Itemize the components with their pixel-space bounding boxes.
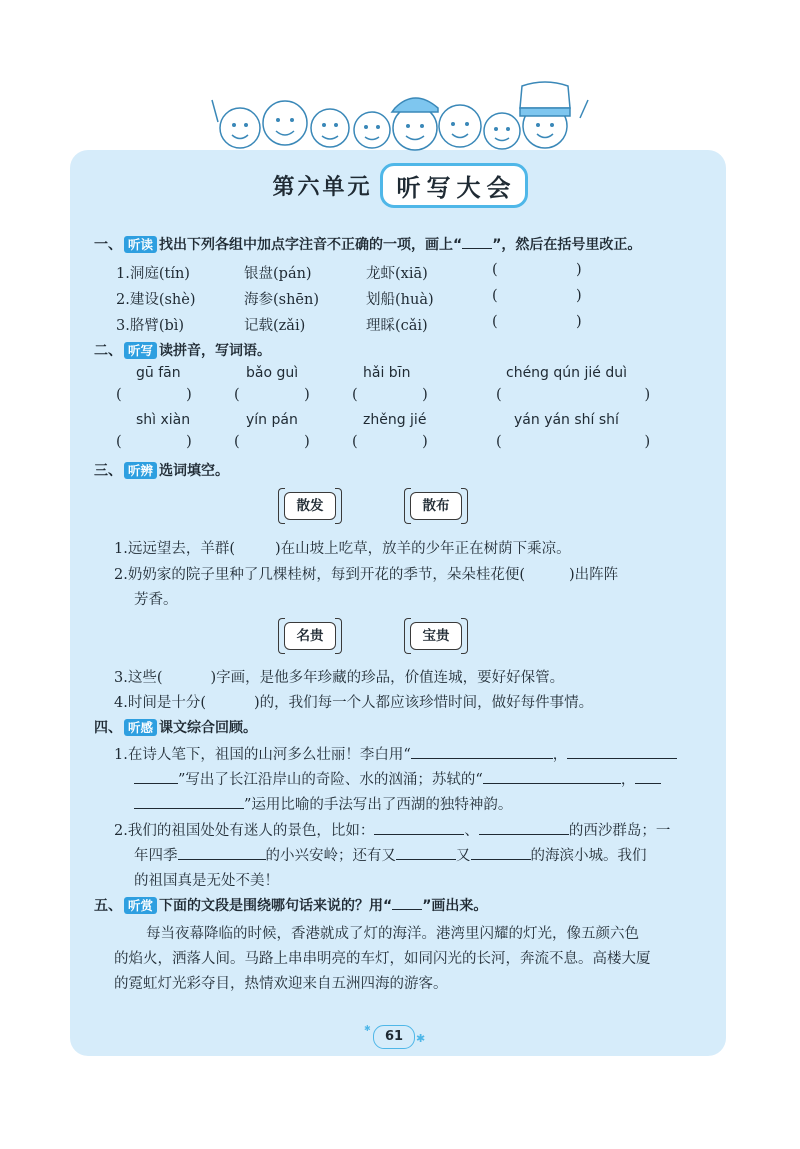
q1-instruction: 找出下列各组中加点字注音不正确的一项，画上“: [159, 237, 463, 253]
word-option-1: 散发: [284, 492, 336, 520]
q5-paragraph-line-3[interactable]: 的霓虹灯光彩夺目，热情欢迎来自五洲四海的游客。: [114, 976, 448, 992]
word-option-4: 宝贵: [410, 622, 462, 650]
fill-line[interactable]: [483, 769, 621, 784]
pinyin-item: chéng qún jié duì: [506, 365, 627, 381]
answer-paren[interactable]: ( ): [234, 387, 310, 403]
answer-paren[interactable]: ( ): [116, 434, 192, 450]
question-4-heading: [94, 717, 257, 737]
word-option-2: 散布: [410, 492, 462, 520]
sentence-text: 的海滨小城。我们: [530, 848, 647, 864]
q3-tag: 听辨: [124, 462, 157, 479]
q4-instruction: 课文综合回顾。: [159, 720, 258, 736]
q3-sentence-2: [114, 563, 618, 584]
sentence-text: 3.这些(: [114, 670, 163, 686]
fill-line[interactable]: [479, 820, 569, 835]
q1-tag: 听读: [124, 236, 157, 253]
q1-item: 理睬(cǎi): [366, 318, 428, 334]
q5-tag: 听赏: [124, 897, 157, 914]
answer-paren[interactable]: ( ): [116, 387, 192, 403]
star-icon: ✱: [364, 1024, 371, 1033]
fill-line[interactable]: [471, 845, 531, 860]
q3-sentence-2-cont: 芳香。: [134, 592, 178, 608]
q1-item: 银盘(pán): [244, 266, 312, 282]
pinyin-item: zhěng jié: [363, 412, 427, 428]
q1-item: 3.胳臂(bì): [116, 318, 185, 334]
pinyin-item: yín pán: [246, 412, 298, 428]
sentence-text: 的小兴安岭；还有又: [265, 848, 396, 864]
q3-sentence-4: [114, 691, 593, 712]
q4-number: 四、: [94, 720, 122, 736]
q4-tag: 听感: [124, 719, 157, 736]
q5-number: 五、: [94, 898, 122, 914]
q1-item: 龙虾(xiā): [366, 266, 428, 282]
q3-number: 三、: [94, 463, 122, 479]
sentence-text: 2.奶奶家的院子里种了几棵桂树，每到开花的季节，朵朵桂花便(: [114, 567, 525, 583]
pinyin-item: yán yán shí shí: [514, 412, 619, 428]
question-2-heading: [94, 340, 271, 360]
q1-answer-paren[interactable]: ( ): [492, 262, 582, 278]
q3-sentence-3: [114, 666, 564, 687]
q1-number: 一、: [94, 237, 122, 253]
page-title: [0, 163, 800, 208]
q5-paragraph-line-1[interactable]: 每当夜幕降临的时候，香港就成了灯的海洋。港湾里闪耀的灯光，像五颜六色: [146, 926, 639, 942]
q4-paragraph-1-line-3: [134, 793, 512, 814]
kids-illustration: [210, 78, 590, 162]
answer-paren[interactable]: ( ): [352, 387, 428, 403]
sentence-text: 又: [456, 848, 471, 864]
q2-tag: 听写: [124, 342, 157, 359]
title-boxed: 听写大会: [380, 163, 528, 208]
q1-answer-paren[interactable]: ( ): [492, 314, 582, 330]
question-5-heading: [94, 895, 487, 915]
pinyin-item: shì xiàn: [136, 412, 191, 428]
q1-item: 海参(shēn): [244, 292, 320, 308]
fill-line[interactable]: [134, 769, 178, 784]
sentence-text: 1.远远望去，羊群(: [114, 541, 235, 557]
sentence-text: 的西沙群岛；一: [568, 823, 671, 839]
answer-paren[interactable]: ( ): [234, 434, 310, 450]
answer-paren[interactable]: ( ): [352, 434, 428, 450]
q4-paragraph-1-line-2: ”写出了长江沿岸山的奇险、水的汹涌；苏轼的“ ，: [134, 768, 661, 789]
star-icon: ✱: [416, 1032, 426, 1045]
q4-paragraph-2-line-3: 的祖国真是无处不美！: [134, 873, 279, 889]
q1-item: 划船(huà): [366, 292, 434, 308]
fill-line[interactable]: [134, 794, 244, 809]
q2-instruction: 读拼音，写词语。: [159, 343, 272, 359]
fill-line[interactable]: [178, 845, 266, 860]
sentence-text: 4.时间是十分(: [114, 695, 206, 711]
q1-item: 1.洞庭(tín): [116, 266, 190, 282]
pinyin-item: bǎo guì: [246, 365, 299, 381]
fill-line[interactable]: [635, 769, 661, 784]
q5-blank-sample: [392, 895, 422, 910]
sentence-text: ”运用比喻的手法写出了西湖的独特神韵。: [244, 797, 513, 813]
q2-number: 二、: [94, 343, 122, 359]
q5-paragraph-line-2[interactable]: 的焰火，洒落人间。马路上串串明亮的车灯，如同闪光的长河，奔流不息。高楼大厦: [114, 951, 651, 967]
q1-item: 记载(zǎi): [244, 318, 306, 334]
page-number: 61: [373, 1025, 415, 1049]
title-unit: 第六单元: [272, 175, 373, 200]
sentence-text: ”写出了长江沿岸山的奇险、水的汹涌；苏轼的“: [178, 772, 483, 788]
sentence-text: 1.在诗人笔下，祖国的山河多么壮丽！李白用“: [114, 747, 411, 763]
q5-instruction: 下面的文段是围绕哪句话来说的？用“: [159, 898, 393, 914]
answer-paren[interactable]: ( ): [496, 387, 651, 403]
sentence-text: )出阵阵: [569, 567, 619, 583]
sentence-text: )在山坡上吃草，放羊的少年正在树荫下乘凉。: [275, 541, 571, 557]
q1-instruction-2: ”，然后在括号里改正。: [492, 237, 642, 253]
sentence-text: )字画，是他多年珍藏的珍品，价值连城，要好好保管。: [210, 670, 565, 686]
question-1-heading: [94, 234, 641, 254]
pinyin-item: gū fān: [136, 365, 181, 381]
q1-blank-sample: [462, 234, 492, 249]
word-option-3: 名贵: [284, 622, 336, 650]
q3-sentence-1: [114, 537, 571, 558]
fill-line[interactable]: [374, 820, 464, 835]
pinyin-item: hǎi bīn: [363, 365, 411, 381]
q1-item: 2.建设(shè): [116, 292, 196, 308]
q4-paragraph-2-line-2: [134, 844, 647, 865]
question-3-heading: [94, 460, 229, 480]
q3-instruction: 选词填空。: [159, 463, 230, 479]
sentence-text: )的，我们每一个人都应该珍惜时间，做好每件事情。: [254, 695, 594, 711]
q4-paragraph-1-line-1: 1.在诗人笔下，祖国的山河多么壮丽！李白用“ ，: [114, 743, 677, 764]
sentence-text: 2.我们的祖国处处有迷人的景色，比如：: [114, 823, 375, 839]
fill-line[interactable]: [411, 744, 553, 759]
fill-line[interactable]: [567, 744, 677, 759]
answer-paren[interactable]: ( ): [496, 434, 651, 450]
q5-instruction-2: ”画出来。: [422, 898, 488, 914]
fill-line[interactable]: [396, 845, 456, 860]
sentence-text: 年四季: [134, 848, 178, 864]
q4-paragraph-2-line-1: 2.我们的祖国处处有迷人的景色，比如： 、 的西沙群岛；一: [114, 819, 670, 840]
q1-answer-paren[interactable]: ( ): [492, 288, 582, 304]
